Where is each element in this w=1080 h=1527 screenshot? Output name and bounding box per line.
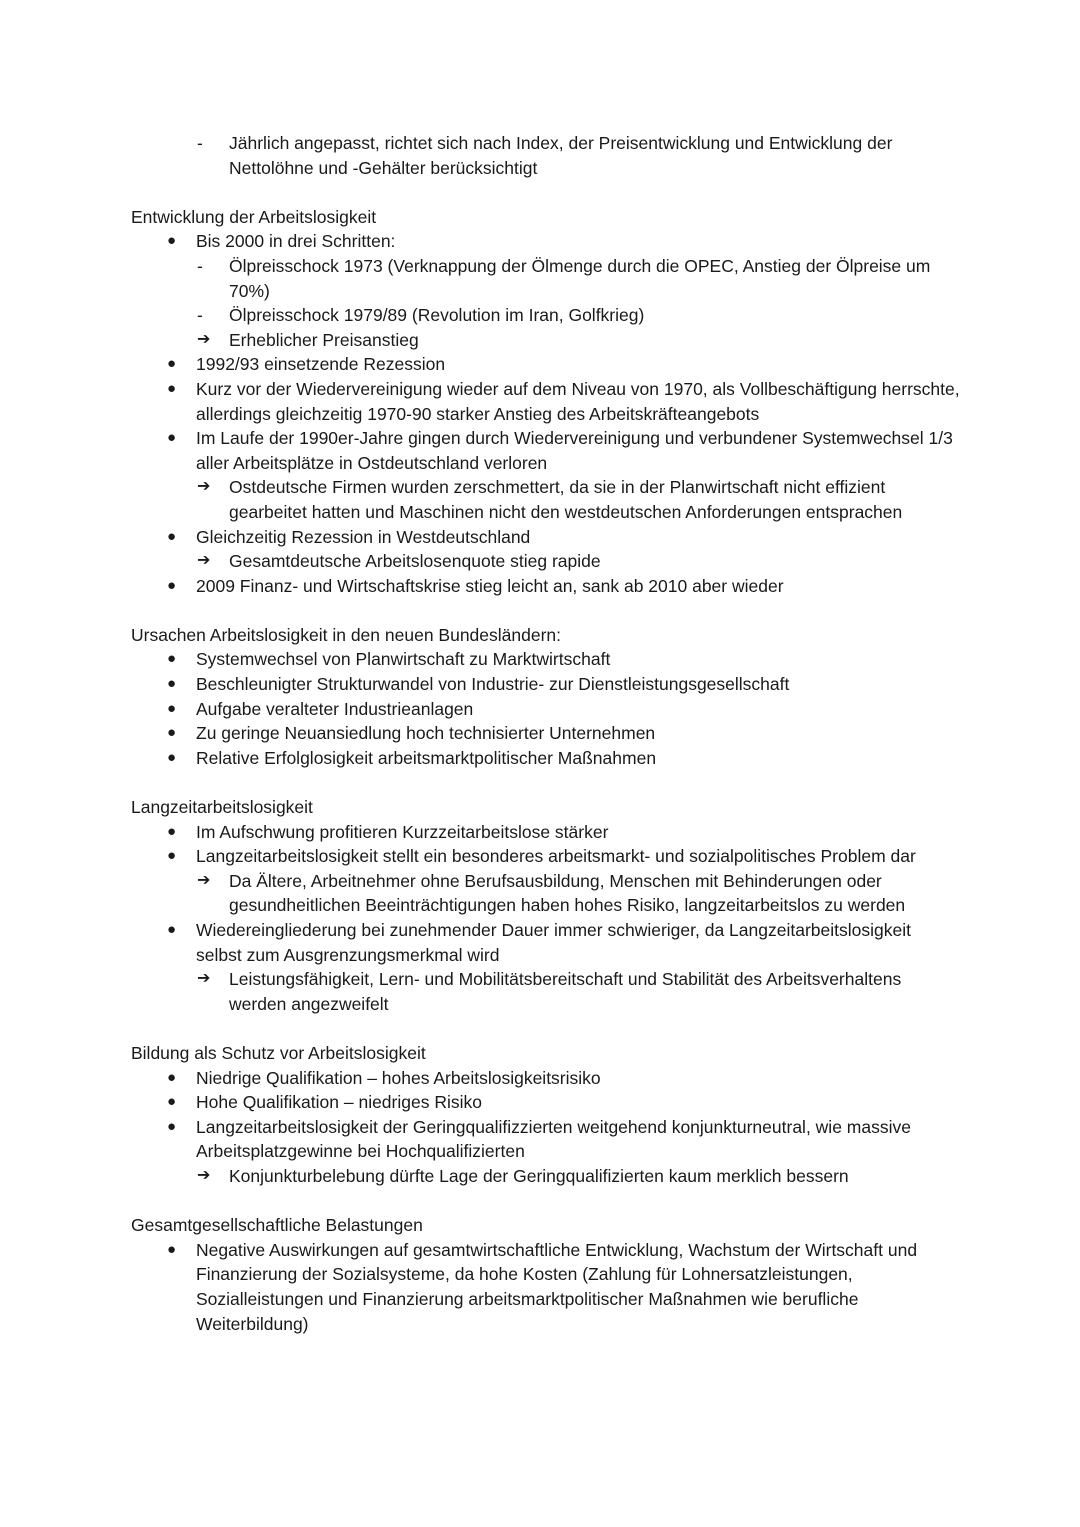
list-item <box>131 918 960 967</box>
bullet-marker: ● <box>167 429 177 447</box>
list-item-text: Zu geringe Neuansiedlung hoch technisierter Unternehmen <box>196 723 656 744</box>
list-item <box>131 647 960 672</box>
bullet-marker: ● <box>167 355 177 373</box>
list-item-text: Langzeitarbeitslosigkeit stellt ein besonderes arbeitsmarkt- und sozialpolitisches Problem dar <box>196 846 916 867</box>
list-item <box>131 352 960 377</box>
list-item <box>131 967 960 1016</box>
list-item <box>131 697 960 722</box>
arrow-icon: ➔ <box>197 552 211 570</box>
bullet-marker: ● <box>167 822 177 840</box>
bullet-marker: ● <box>167 699 177 717</box>
list-item <box>131 549 960 574</box>
section-title: Ursachen Arbeitslosigkeit in den neuen Bundesländern: <box>131 624 562 645</box>
list-item-text: Langzeitarbeitslosigkeit der Geringqualifizzierten weitgehend konjunkturneutral, wie massive Arbeitsplatzgewinne bei Hochqualifizierten <box>196 1116 911 1162</box>
list-item <box>131 820 960 845</box>
list-item-text: Gleichzeitig Rezession in Westdeutschland <box>196 526 531 547</box>
arrow-icon: ➔ <box>197 871 211 889</box>
list-item <box>131 1115 960 1164</box>
list-item <box>131 426 960 475</box>
list-item-text: Erheblicher Preisanstieg <box>229 329 419 350</box>
section-title: Entwicklung der Arbeitslosigkeit <box>131 206 377 227</box>
list-item <box>131 844 960 869</box>
list-item <box>131 328 960 353</box>
arrow-icon: ➔ <box>197 478 211 496</box>
bullet-marker: ● <box>167 527 177 545</box>
bullet-marker: ● <box>167 1093 177 1111</box>
bullet-marker: ● <box>167 1068 177 1086</box>
list-item <box>131 1066 960 1091</box>
bullet-marker: ● <box>167 748 177 766</box>
dash-marker: - <box>197 305 203 326</box>
list-item-text: Ölpreisschock 1973 (Verknappung der Ölmenge durch die OPEC, Anstieg der Ölpreise um 70%) <box>229 255 931 301</box>
list-item-text: Ostdeutsche Firmen wurden zerschmettert, da sie in der Planwirtschaft nicht effizient gearbeitet hatten und Maschinen nicht den westdeutschen Anforderungen entsprachen <box>229 477 903 522</box>
bullet-marker: ● <box>167 921 177 938</box>
bullet-marker: ● <box>167 847 177 865</box>
section-entwicklung <box>131 205 960 599</box>
list-item-text: Gesamtdeutsche Arbeitslosenquote stieg rapide <box>229 551 601 572</box>
arrow-icon: ➔ <box>197 970 211 988</box>
section-belastungen <box>131 1213 960 1336</box>
section-title: Gesamtgesellschaftliche Belastungen <box>131 1215 423 1236</box>
list-item <box>131 1164 960 1189</box>
list-item-text: Konjunkturbelebung dürfte Lage der Geringqualifizierten kaum merklich bessern <box>229 1165 849 1186</box>
list-item-text: Kurz vor der Wiedervereinigung wieder auf dem Niveau von 1970, als Vollbeschäftigung herrschte, allerdings gleichzeitig 1970-90 starker Anstieg des Arbeitskräfteangebots <box>196 378 960 424</box>
section-langzeitarbeitslosigkeit <box>131 795 960 1016</box>
bullet-marker: ● <box>167 232 177 250</box>
list-item <box>131 672 960 697</box>
list-item-text: Aufgabe veralteter Industrieanlagen <box>196 698 474 719</box>
list-item-text: Im Aufschwung profitieren Kurzzeitarbeitslose stärker <box>196 821 609 842</box>
list-item <box>131 1090 960 1115</box>
list-item-text: Ölpreisschock 1979/89 (Revolution im Iran, Golfkrieg) <box>229 305 645 326</box>
bullet-marker: ● <box>167 1240 177 1258</box>
arrow-icon: ➔ <box>197 330 211 348</box>
list-item-text: Im Laufe der 1990er-Jahre gingen durch Wiedervereinigung und verbundener Systemwechsel 1/3 aller Arbeitsplätze in Ostdeutschland verloren <box>196 428 953 473</box>
bullet-marker: ● <box>167 1117 177 1135</box>
list-item <box>131 303 960 328</box>
list-item <box>131 254 960 303</box>
list-item <box>131 475 960 524</box>
list-item <box>131 721 960 746</box>
list-item-text: Bis 2000 in drei Schritten: <box>196 231 396 252</box>
list-item <box>131 525 960 550</box>
section-bildung <box>131 1041 960 1189</box>
list-item-text: Jährlich angepasst, richtet sich nach Index, der Preisentwicklung und Entwicklung der Nettolöhne und -Gehälter berücksichtigt <box>229 133 893 178</box>
list-item-text: 2009 Finanz- und Wirtschaftskrise stieg leicht an, sank ab 2010 aber wieder <box>196 575 784 596</box>
list-item-text: Wiedereingliederung bei zunehmender Dauer immer schwieriger, da Langzeitarbeitslosigkeit selbst zum Ausgrenzungsmerkmal wird <box>196 920 911 965</box>
intro-list-item <box>131 131 960 180</box>
list-item-text: Da Ältere, Arbeitnehmer ohne Berufsausbildung, Menschen mit Behinderungen oder gesundheitlichen Beeinträchtigungen haben hohes Risiko, langzeitarbeitslos zu werden <box>229 870 906 916</box>
section-title: Langzeitarbeitslosigkeit <box>131 797 313 818</box>
list-item <box>131 869 960 918</box>
list-item-text: Negative Auswirkungen auf gesamtwirtschaftliche Entwicklung, Wachstum der Wirtschaft und Finanzierung der Sozialsysteme, da hohe Kosten (Zahlung für Lohnersatzleistungen, Sozialleistungen und Finanzierung arbeitsmarktpolitischer Maßnahmen wie berufliche Weiterbildung) <box>196 1239 918 1334</box>
section-title: Bildung als Schutz vor Arbeitslosigkeit <box>131 1042 426 1063</box>
list-item <box>131 377 960 426</box>
dash-marker: - <box>197 255 203 276</box>
section-ursachen <box>131 623 960 771</box>
bullet-marker: ● <box>167 675 177 693</box>
bullet-marker: ● <box>167 650 177 668</box>
list-item <box>131 746 960 771</box>
list-item-text: Leistungsfähigkeit, Lern- und Mobilitätsbereitschaft und Stabilität des Arbeitsverhaltens werden angezweifelt <box>229 969 902 1014</box>
list-item-text: Hohe Qualifikation – niedriges Risiko <box>196 1092 482 1113</box>
bullet-marker: ● <box>167 724 177 742</box>
list-item-text: Niedrige Qualifikation – hohes Arbeitslosigkeitsrisiko <box>196 1067 601 1088</box>
bullet-marker: ● <box>167 576 177 594</box>
list-item-text: Relative Erfolglosigkeit arbeitsmarktpolitischer Maßnahmen <box>196 747 657 768</box>
list-item <box>131 574 960 599</box>
list-item-text: Systemwechsel von Planwirtschaft zu Marktwirtschaft <box>196 649 611 670</box>
bullet-marker: ● <box>167 379 177 397</box>
list-item-text: Beschleunigter Strukturwandel von Industrie- zur Dienstleistungsgesellschaft <box>196 674 790 695</box>
dash-marker: - <box>197 133 203 153</box>
list-item <box>131 229 960 254</box>
list-item <box>131 1238 960 1336</box>
list-item-text: 1992/93 einsetzende Rezession <box>196 354 446 375</box>
arrow-icon: ➔ <box>197 1166 211 1184</box>
